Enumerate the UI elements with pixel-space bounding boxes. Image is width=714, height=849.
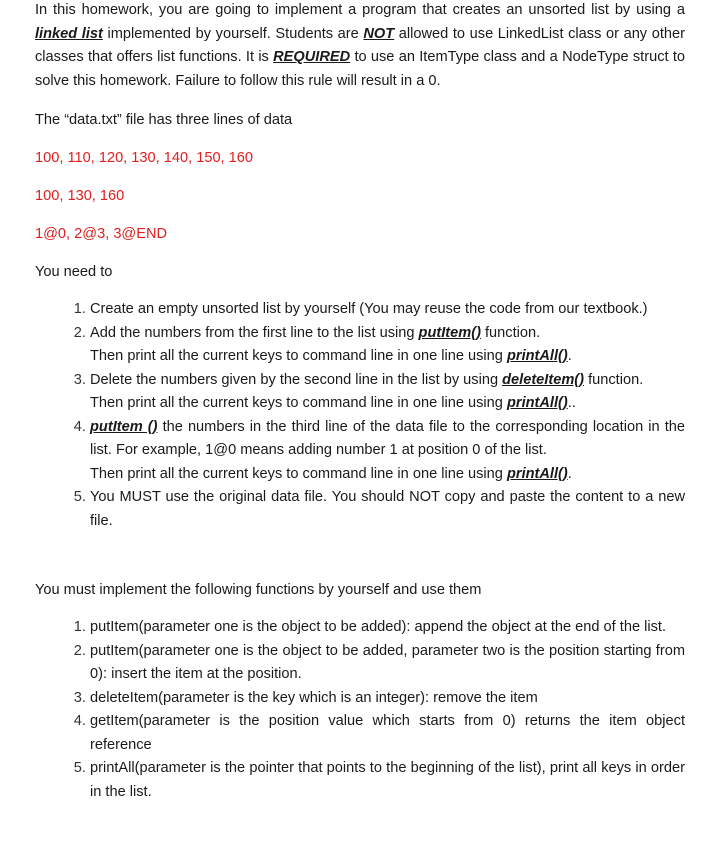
task-list [35,298,685,533]
task-text: Then print all the current keys to command line in one line using [90,465,507,482]
function-item: 5. printAll(parameter is the pointer that points to the beginning of the list), print all keys in order in the list. [90,757,685,804]
function-item: 4. getItem(parameter is the position value which starts from 0) returns the item object reference [90,710,685,757]
intro-text: to use an ItemType class and a NodeType struct to solve this homework. Failure to follow this rule will result in a 0. [35,49,685,89]
data-line-2: 100, 130, 160 [35,188,125,204]
intro-text: implemented by yourself. Students are [102,25,364,42]
deleteitem-emphasis: deleteItem() [502,371,585,388]
task-text: . [567,465,572,482]
task-continuation [90,392,685,416]
task-text: Then print all the current keys to command line in one line using [90,348,507,364]
data-intro: The “data.txt” file has three lines of data [35,112,293,128]
printall-emphasis: printAll() [506,465,568,482]
task-text: Delete the numbers given by the second line in the list by using [90,371,503,388]
intro-text: In this homework, you are going to implement a program that creates an unsorted list by using a [35,2,685,18]
task-text: Create an empty unsorted list by yourself (You may reuse the code from our textbook.) [90,301,648,317]
task-item [90,416,685,487]
task-text: function. [480,324,541,341]
document [35,0,685,804]
putitem-emphasis: putItem() [418,324,481,341]
must-implement-label: You must implement the following functions by yourself and use them [35,582,482,598]
task-item [90,486,685,533]
printall-emphasis: printAll() [506,348,568,364]
intro-text: allowed to use LinkedList class or any other classes that offers list functions. It is [35,25,685,65]
task-item [90,322,685,369]
function-item: 3. deleteItem(parameter is the key which is an integer): remove the item [90,687,685,711]
not-emphasis: NOT [363,25,395,42]
task-text: You MUST use the original data file. You should NOT copy and paste the content to a new file. [90,489,685,529]
function-list [35,616,685,804]
function-item: 2. putItem(parameter one is the object to be added, parameter two is the position starting from 0): insert the item at the position. [90,640,685,687]
task-continuation [90,463,685,487]
task-text: .. [567,395,576,411]
function-item: 1. putItem(parameter one is the object to be added): append the object at the end of the list. [90,616,685,640]
task-text: the numbers in the third line of the data file to the corresponding location in the list. For example, 1@0 means adding number 1 at position 0 of the list. [90,418,685,458]
task-text: Then print all the current keys to command line in one line using [90,395,507,411]
task-continuation [90,345,685,369]
required-emphasis: REQUIRED [273,49,351,65]
data-line-1: 100, 110, 120, 130, 140, 150, 160 [35,150,254,166]
task-item [90,298,685,322]
linked-list-emphasis: linked list [35,25,103,42]
task-text: . [567,348,572,364]
task-text: function. [584,371,644,388]
data-line-3: 1@0, 2@3, 3@END [35,226,168,242]
printall-emphasis: printAll() [506,395,568,411]
task-item [90,369,685,416]
putitem-emphasis: putItem () [90,418,158,435]
intro-paragraph [35,0,685,93]
you-need-label: You need to [35,264,113,280]
task-text: Add the numbers from the first line to the list using [90,324,419,341]
